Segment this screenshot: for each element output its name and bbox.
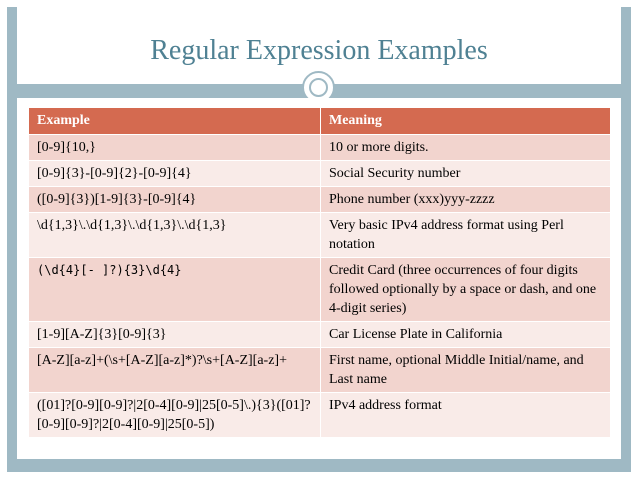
table-row xyxy=(29,348,611,393)
table-row xyxy=(29,393,611,438)
slide-title: Regular Expression Examples xyxy=(150,35,488,66)
regex-examples-table xyxy=(28,107,611,438)
table-row xyxy=(29,161,611,187)
example-cell: \d{1,3}\.\d{1,3}\.\d{1,3}\.\d{1,3} xyxy=(29,213,321,258)
table-row xyxy=(29,258,611,322)
right-decor-stripe xyxy=(621,7,631,472)
example-cell: [1-9][A-Z]{3}[0-9]{3} xyxy=(29,322,321,348)
left-decor-stripe xyxy=(7,7,17,472)
meaning-cell: First name, optional Middle Initial/name, and Last name xyxy=(321,348,611,393)
meaning-cell: Phone number (xxx)yyy-zzzz xyxy=(321,187,611,213)
example-cell: [0-9]{10,} xyxy=(29,135,321,161)
meaning-cell: Very basic IPv4 address format using Perl notation xyxy=(321,213,611,258)
meaning-cell: 10 or more digits. xyxy=(321,135,611,161)
header-meaning: Meaning xyxy=(321,108,611,135)
divider-circle-inner xyxy=(309,78,328,97)
meaning-cell: IPv4 address format xyxy=(321,393,611,438)
example-cell: ([0-9]{3})[1-9]{3}-[0-9]{4} xyxy=(29,187,321,213)
meaning-cell: Social Security number xyxy=(321,161,611,187)
meaning-cell: Credit Card (three occurrences of four digits followed optionally by a space or dash, and one 4-digit series) xyxy=(321,258,611,322)
table-row xyxy=(29,213,611,258)
example-cell: (\d{4}[- ]?){3}\d{4} xyxy=(29,258,321,322)
meaning-cell: Car License Plate in California xyxy=(321,322,611,348)
table-row xyxy=(29,187,611,213)
header-example: Example xyxy=(29,108,321,135)
example-cell: [A-Z][a-z]+(\s+[A-Z][a-z]*)?\s+[A-Z][a-z]+ xyxy=(29,348,321,393)
table-row xyxy=(29,135,611,161)
table-row xyxy=(29,322,611,348)
example-cell: [0-9]{3}-[0-9]{2}-[0-9]{4} xyxy=(29,161,321,187)
bottom-decor-band xyxy=(7,459,631,472)
example-cell: ([01]?[0-9][0-9]?|2[0-4][0-9]|25[0-5]\.){3}([01]?[0-9][0-9]?|2[0-4][0-9]|25[0-5]) xyxy=(29,393,321,438)
table-header-row xyxy=(29,108,611,135)
